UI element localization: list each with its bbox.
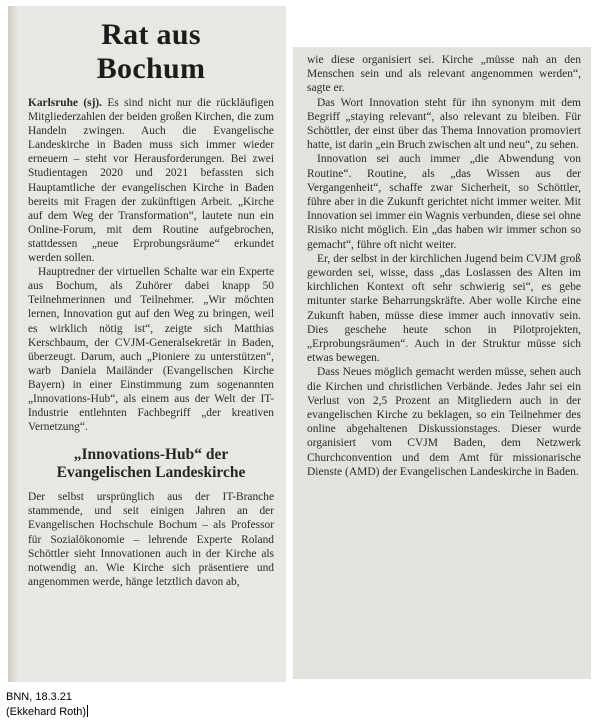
subheading-line-2: Evangelischen Landeskirche: [56, 464, 246, 482]
headline-line-1: Rat aus: [101, 18, 201, 51]
caption-author-line[interactable]: [6, 705, 88, 720]
article-dateline: Karlsruhe (sj).: [28, 97, 103, 109]
caption-author: (Ekkehard Roth): [6, 706, 87, 718]
subheading-line-1: „Innovations-Hub“ der: [73, 446, 229, 464]
image-caption: [6, 690, 88, 720]
article-paragraph-6: Innovation sei auch immer „die Abwendung von Routine“. Routine, als „das Wissen aus der Vergangenheit“, schaffe zwar Sicherheit, so Schöttler, führe aber in die Zukunft gerichtet nicht immer weiter. Mit Innovation sei immer ein Wagnis verbunden, diese sei ohne Risiko nicht möglich. Ein „das haben wir immer schon so gemacht“, führe oft nicht weiter.: [307, 153, 581, 251]
text-cursor: [87, 705, 88, 717]
lead-text: Es sind nicht nur die rückläufigen Mitgliederzahlen der beiden großen Kirchen, die zum Handeln zwingen. Auch die Evangelische Landeskirche in Baden muss sich immer wieder erneuern – steht vor Herausforderungen. Bei zwei Studientagen 2020 und 2021 befassten sich Hauptamtliche der evangelischen Kirche in Baden bereits mit Fragen der zukünftigen Arbeit. „Kirche auf dem Weg der Transformation“, lautete nun ein Online-Forum, mit dem Routine aufgebrochen, stattdessen „neue Erprobungsräume“ erkundet werden sollen.: [28, 97, 274, 265]
article-paragraph-3: Der selbst ursprünglich aus der IT-Branche stammende, und seit einigen Jahren an der Evangelischen Hochschule Bochum – als Professor für Sozialökonomie – lehrende Experte Roland Schöttler sieht Innovationen auch in der Kirche als notwendig an. Wie Kirche sich präsentiere und angenommen werde, hänge letztlich davon ab,: [28, 491, 274, 588]
article-subheading: [28, 446, 274, 482]
article-paragraph-2: Hauptredner der virtuellen Schalte war ein Experte aus Bochum, als Zuhörer dabei knapp 50 Teilnehmerinnen und Teilnehmer. „Wir möchten lernen, Innovation gut auf den Weg zu bringen, weil es wirklich nötig ist“, zeigte sich Matthias Kerschbaum, der CVJM-Generalsekretär in Baden, überzeugt. Darum, auch „Pioniere zu unterstützen“, warb Daniela Mailänder (Evangelischen Kirche Bayern) in einer Einstimmung zum sogenannten „Innovations-Hub“, als einem aus der Welt der IT-Industrie entlehnten Fachbegriff „der kreativen Vernetzung“.: [28, 266, 274, 434]
article-paragraph-5: Das Wort Innovation steht für ihn synonym mit dem Begriff „staying relevant“, also relevant zu bleiben. Für Schöttler, der einst über das Thema Innovation promoviert hatte, ist darin „ein Bruch zwischen alt und neu“, zu sehen.: [307, 96, 581, 152]
article-paragraph-8: Dass Neues möglich gemacht werden müsse, sehen auch die Kirchen und christlichen Verbände. Jedes Jahr sei ein Verlust von 2,5 Prozent an Mitgliedern auch in der evangelischen Kirche zu beklagen, so ein Teilnehmer des online abgehaltenen Diskussionstages. Dieser wurde organisiert vom CVJM Baden, dem Netzwerk Churchconvention und dem Amt für missionarische Dienste (AMD) der Evangelischen Landeskirche in Baden.: [307, 366, 581, 478]
caption-source: BNN, 18.3.21: [6, 691, 73, 703]
headline-line-2: Bochum: [96, 52, 206, 85]
newspaper-clipping-left: [8, 6, 286, 682]
newspaper-clipping-right: [293, 47, 591, 679]
article-paragraph-4: wie diese organisiert sei. Kirche „müsse nah an den Menschen sein und als relevant angenommen werden“, sagte er.: [307, 54, 581, 95]
article-paragraph-7: Er, der selbst in der kirchlichen Jugend beim CVJM groß geworden sei, wisse, dass „das Loslassen des Alten im kirchlichen Kontext oft sehr schwierig sei“, es gebe mitunter starke Beharrungskräfte. Aber wolle Kirche eine Zukunft haben, müsse diese immer auch innovativ sein. Dies geschehe heute schon in Pilotprojekten, „Erprobungsräumen“. Auch in der Struktur müsse sich etwas bewegen.: [307, 252, 581, 365]
article-headline: [28, 18, 274, 86]
article-lead-paragraph: [28, 96, 274, 265]
clipping-shadow-edge: [8, 6, 18, 682]
